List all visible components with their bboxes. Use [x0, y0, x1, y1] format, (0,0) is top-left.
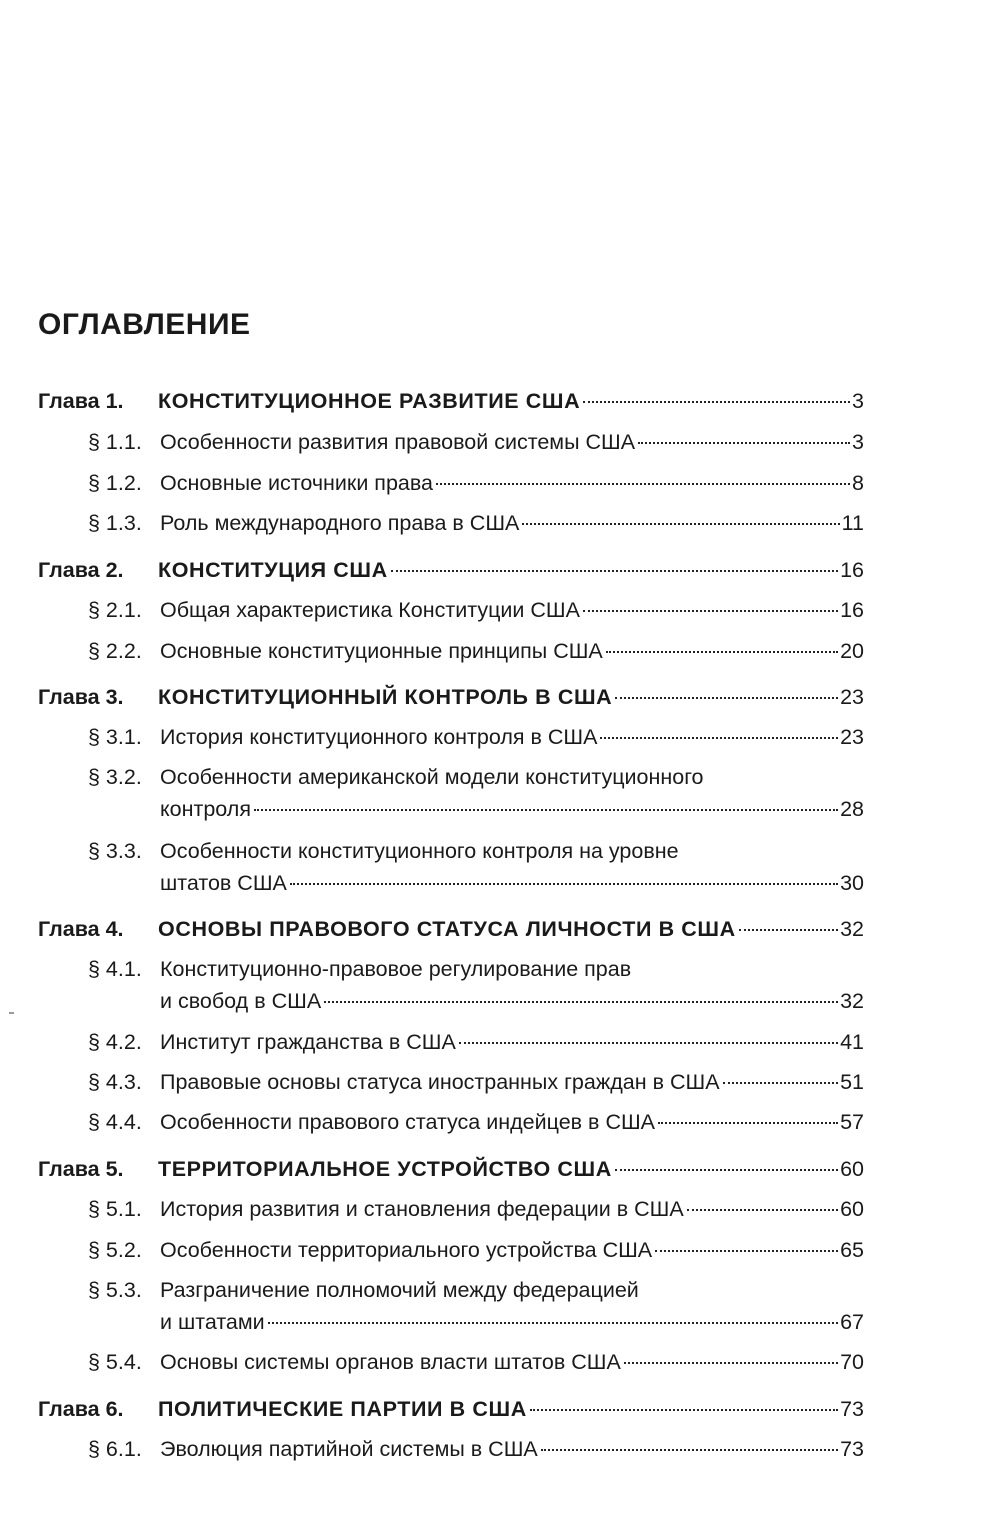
toc-chapter-1[interactable] — [38, 386, 864, 416]
section-number: § 4.2. — [88, 1030, 142, 1054]
page-number: 41 — [840, 1030, 864, 1054]
toc-chapter-5[interactable] — [38, 1154, 864, 1184]
toc-section-2-1[interactable] — [88, 595, 864, 625]
page-number: 32 — [840, 917, 864, 941]
chapter-number: Глава 1. — [38, 389, 124, 413]
section-title: Основные конституционные принципы США — [160, 639, 603, 663]
chapter-number: Глава 6. — [38, 1397, 124, 1421]
section-title: Основы системы органов власти штатов США — [160, 1350, 621, 1374]
toc-section-2-2[interactable] — [88, 636, 864, 666]
section-number: § 3.1. — [88, 725, 142, 749]
section-number: § 5.1. — [88, 1197, 142, 1221]
dot-leader — [638, 442, 850, 444]
dot-leader — [658, 1122, 838, 1124]
page-number: 28 — [840, 797, 864, 821]
page-number: 16 — [840, 558, 864, 582]
section-title: Основные источники права — [160, 471, 434, 495]
chapter-number: Глава 5. — [38, 1157, 124, 1181]
section-number: § 4.4. — [88, 1110, 142, 1134]
page-number: 73 — [840, 1437, 864, 1461]
section-number: § 5.2. — [88, 1238, 142, 1262]
toc-section-4-4[interactable] — [88, 1107, 864, 1137]
dot-leader — [541, 1449, 838, 1451]
section-number: § 1.2. — [88, 471, 142, 495]
toc-chapter-4[interactable] — [38, 914, 864, 944]
section-title-continued: и штатами — [160, 1310, 265, 1334]
dot-leader — [655, 1250, 838, 1252]
section-title-continued: контроля — [160, 797, 251, 821]
toc-section-1-2[interactable] — [88, 468, 864, 498]
dot-leader — [268, 1322, 838, 1324]
section-title: Роль международного права в США — [160, 511, 520, 535]
toc-section-1-1[interactable] — [88, 427, 864, 457]
toc-chapter-2[interactable] — [38, 555, 864, 585]
dot-leader — [522, 523, 839, 525]
dot-leader — [624, 1362, 838, 1364]
toc-section-4-2[interactable] — [88, 1027, 864, 1057]
page-number: 65 — [840, 1238, 864, 1262]
chapter-title: ОСНОВЫ ПРАВОВОГО СТАТУСА ЛИЧНОСТИ В США — [158, 917, 736, 941]
dot-leader — [687, 1209, 838, 1211]
chapter-title: ПОЛИТИЧЕСКИЕ ПАРТИИ В США — [158, 1397, 527, 1421]
section-number: § 5.3. — [88, 1278, 142, 1302]
toc-section-4-1[interactable] — [88, 954, 864, 1016]
dot-leader — [600, 737, 838, 739]
section-number: § 3.3. — [88, 839, 142, 863]
section-title: Особенности американской модели конституционного — [160, 765, 704, 789]
page-number: 23 — [840, 685, 864, 709]
section-title-continued: и свобод в США — [160, 989, 322, 1013]
dot-leader — [615, 697, 838, 699]
page-number: 73 — [840, 1397, 864, 1421]
page-number: 60 — [840, 1157, 864, 1181]
scan-speck — [9, 1012, 14, 1014]
section-title: Разграничение полномочий между федерацией — [160, 1278, 639, 1302]
page-number: 30 — [840, 871, 864, 895]
toc-section-5-4[interactable] — [88, 1347, 864, 1377]
toc-section-3-2[interactable] — [88, 762, 864, 824]
dot-leader — [530, 1409, 838, 1411]
toc-section-3-3[interactable] — [88, 836, 864, 898]
dot-leader — [324, 1001, 838, 1003]
section-title: Особенности конституционного контроля на уровне — [160, 839, 679, 863]
section-number: § 1.3. — [88, 511, 142, 535]
section-number: § 2.2. — [88, 639, 142, 663]
dot-leader — [739, 929, 838, 931]
chapter-title: КОНСТИТУЦИОННЫЙ КОНТРОЛЬ В США — [158, 685, 613, 709]
toc-section-3-1[interactable] — [88, 722, 864, 752]
section-title: Правовые основы статуса иностранных граждан в США — [160, 1070, 720, 1094]
toc-title: ОГЛАВЛЕНИЕ — [38, 308, 251, 341]
dot-leader — [723, 1082, 839, 1084]
toc-section-5-3[interactable] — [88, 1275, 864, 1337]
section-number: § 6.1. — [88, 1437, 142, 1461]
dot-leader — [615, 1169, 838, 1171]
section-number: § 4.1. — [88, 957, 142, 981]
section-number: § 5.4. — [88, 1350, 142, 1374]
chapter-title: ТЕРРИТОРИАЛЬНОЕ УСТРОЙСТВО США — [158, 1157, 612, 1181]
dot-leader — [583, 610, 838, 612]
page-number: 3 — [852, 430, 864, 454]
page-number: 60 — [840, 1197, 864, 1221]
chapter-number: Глава 2. — [38, 558, 124, 582]
section-title: Эволюция партийной системы в США — [160, 1437, 538, 1461]
section-number: § 4.3. — [88, 1070, 142, 1094]
page-number: 11 — [841, 511, 864, 535]
chapter-number: Глава 4. — [38, 917, 124, 941]
chapter-number: Глава 3. — [38, 685, 124, 709]
dot-leader — [290, 883, 838, 885]
dot-leader — [459, 1042, 838, 1044]
page-number: 3 — [852, 389, 864, 413]
page-number: 16 — [840, 598, 864, 622]
page-number: 20 — [840, 639, 864, 663]
page-number: 67 — [840, 1310, 864, 1334]
toc-section-4-3[interactable] — [88, 1067, 864, 1097]
dot-leader — [391, 570, 838, 572]
page-number: 57 — [840, 1110, 864, 1134]
section-title: Особенности правового статуса индейцев в США — [160, 1110, 656, 1134]
toc-chapter-6[interactable] — [38, 1394, 864, 1424]
dot-leader — [606, 651, 838, 653]
page-number: 32 — [840, 989, 864, 1013]
page-number: 51 — [840, 1070, 864, 1094]
section-title: Институт гражданства в США — [160, 1030, 456, 1054]
section-title: Особенности развития правовой системы США — [160, 430, 636, 454]
section-number: § 1.1. — [88, 430, 142, 454]
toc-section-1-3[interactable] — [88, 508, 864, 538]
section-title: Общая характеристика Конституции США — [160, 598, 580, 622]
toc-chapter-3[interactable] — [38, 682, 864, 712]
section-title: История конституционного контроля в США — [160, 725, 598, 749]
section-title-continued: штатов США — [160, 871, 287, 895]
page-number: 70 — [840, 1350, 864, 1374]
page-number: 8 — [852, 471, 864, 495]
chapter-title: КОНСТИТУЦИОННОЕ РАЗВИТИЕ США — [158, 389, 581, 413]
toc-section-6-1[interactable] — [88, 1434, 864, 1464]
section-title: Особенности территориального устройства США — [160, 1238, 653, 1262]
section-title: Конституционно-правовое регулирование прав — [160, 957, 632, 981]
section-number: § 3.2. — [88, 765, 142, 789]
toc-section-5-1[interactable] — [88, 1194, 864, 1224]
dot-leader — [254, 809, 838, 811]
chapter-title: КОНСТИТУЦИЯ США — [158, 558, 388, 582]
dot-leader — [436, 483, 850, 485]
dot-leader — [583, 401, 850, 403]
toc-section-5-2[interactable] — [88, 1235, 864, 1265]
section-title: История развития и становления федерации в США — [160, 1197, 684, 1221]
page-number: 23 — [840, 725, 864, 749]
section-number: § 2.1. — [88, 598, 142, 622]
